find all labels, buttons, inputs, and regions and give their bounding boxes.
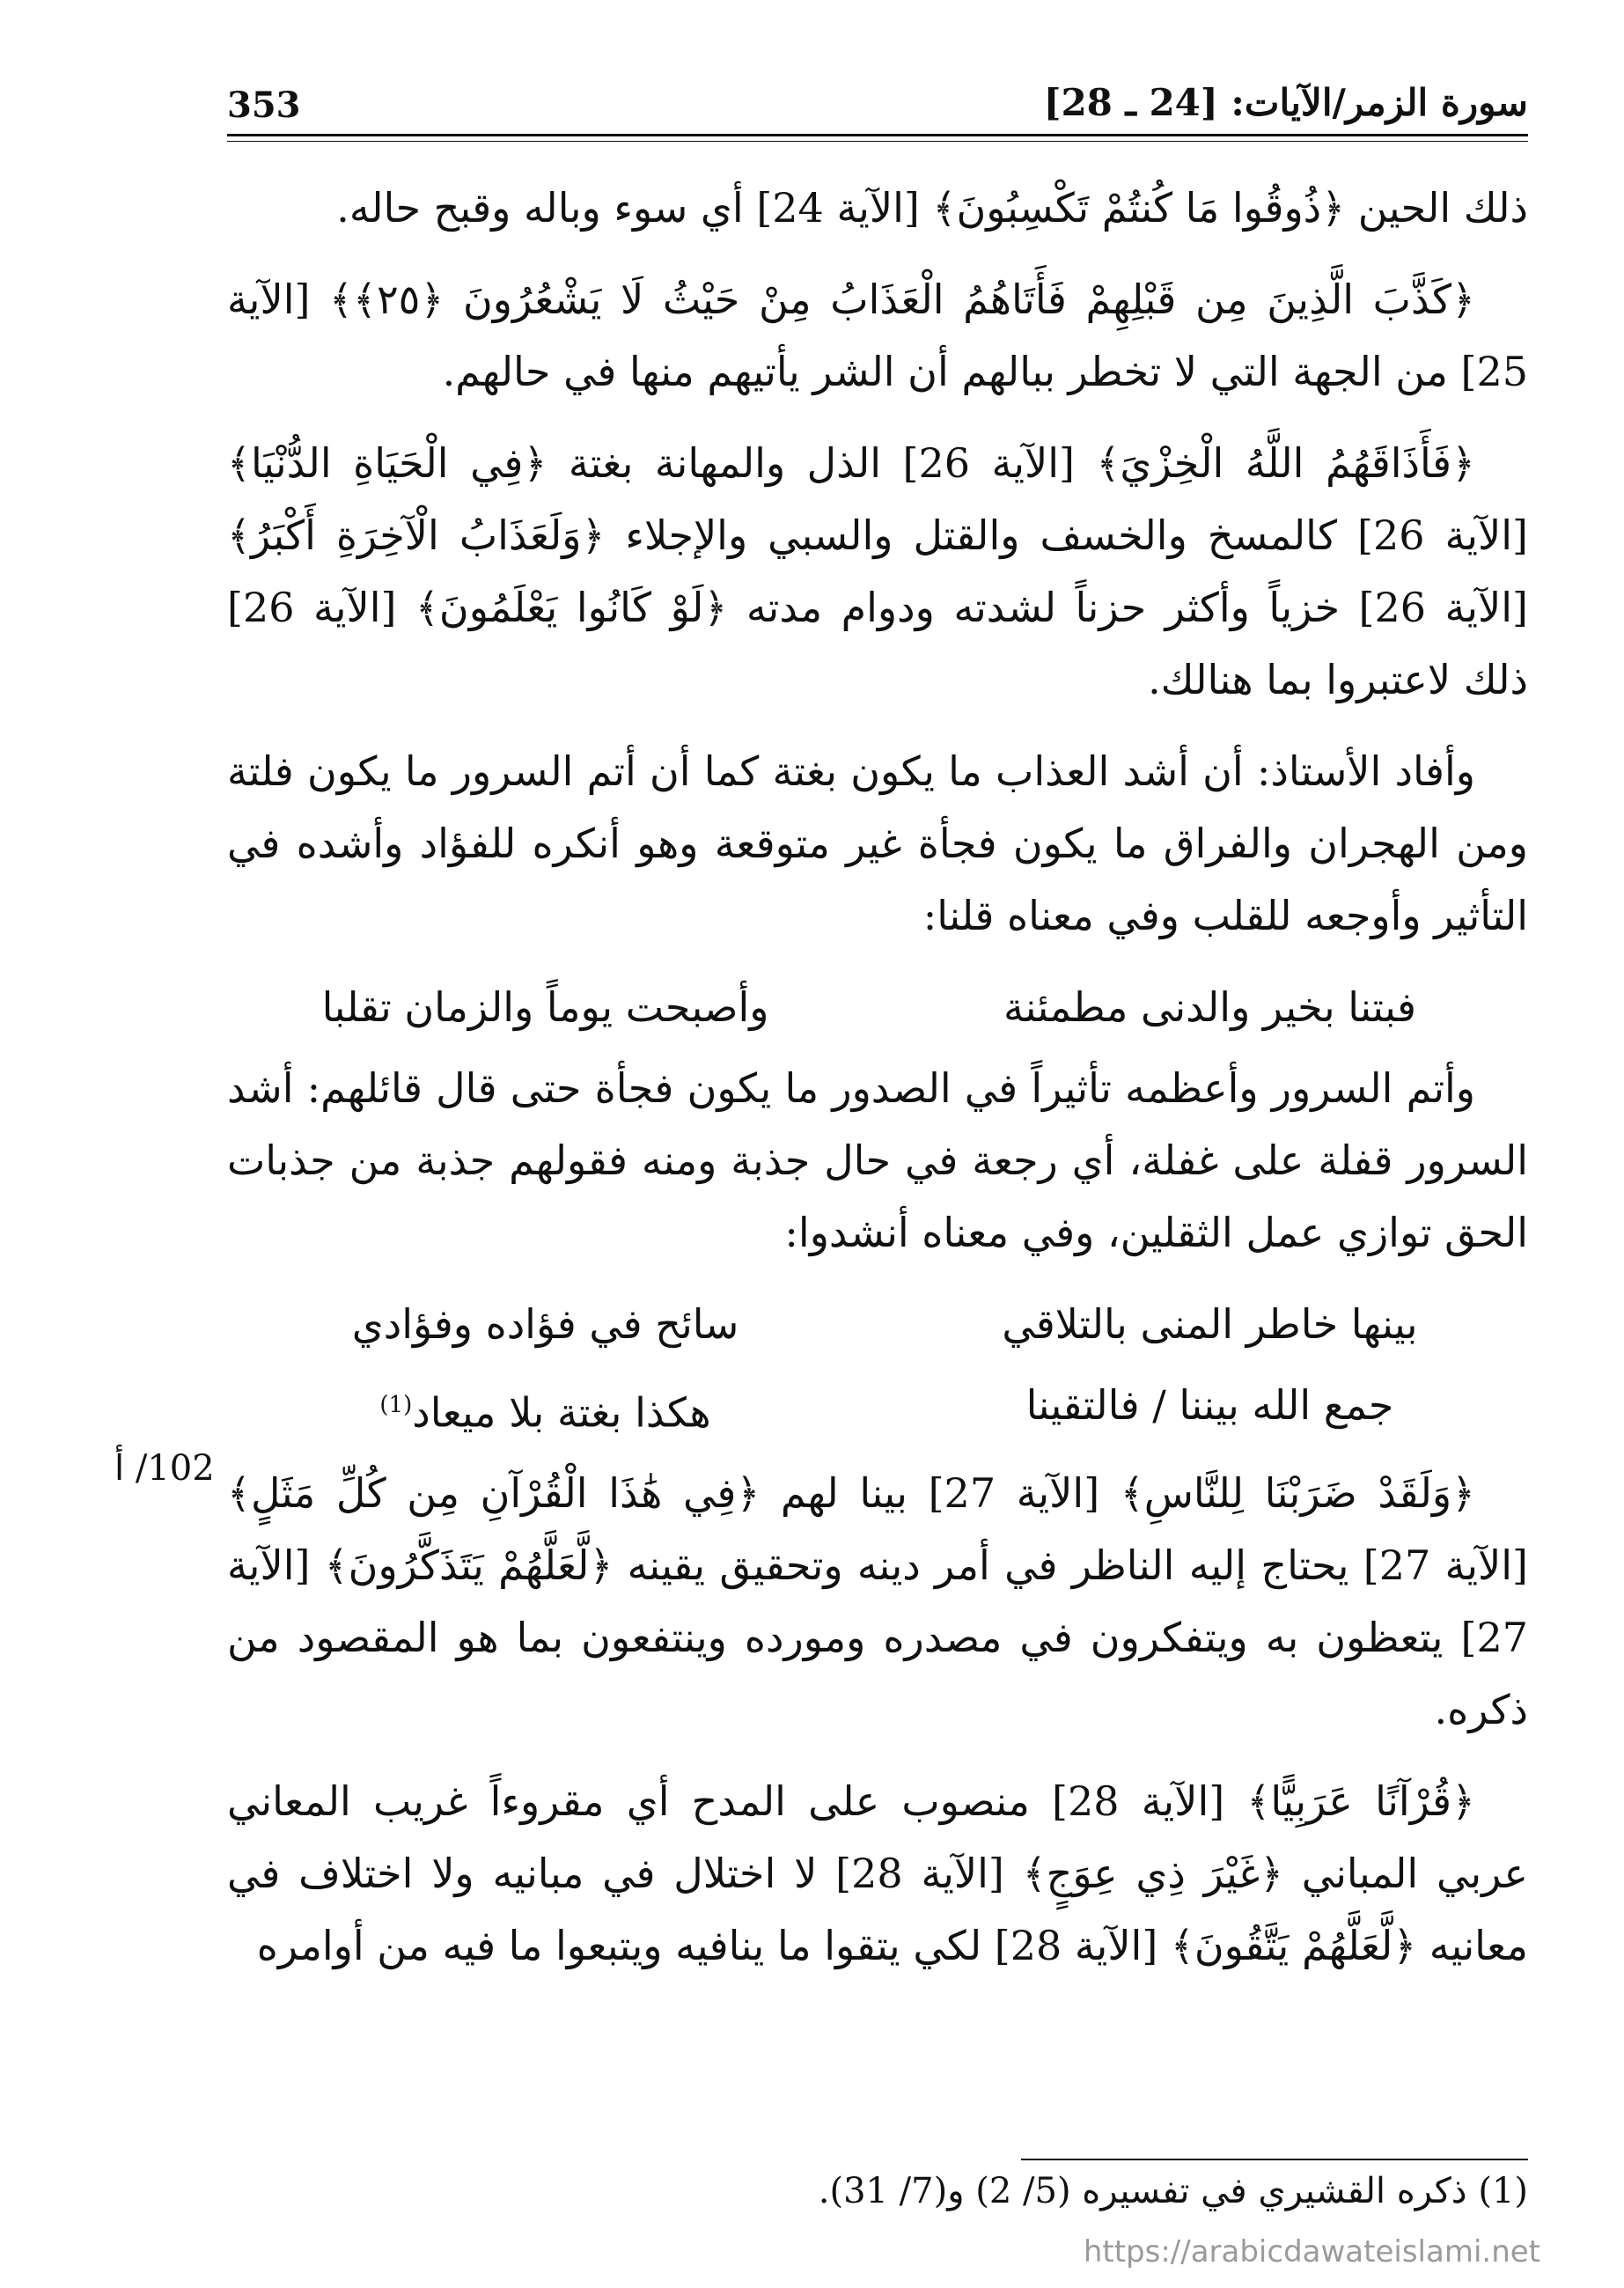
paragraph: وأتم السرور وأعظمه تأثيراً في الصدور ما يكون فجأة حتى قال قائلهم: أشد السرور قفلة على غفلة، أي رجعة في حال جذبة ومنه فقولهم جذبة من جذبات الحق توازي عمل الثقلين، وفي معناه أنشدوا: xyxy=(227,1064,1528,1256)
footnote-rule xyxy=(1021,2159,1528,2160)
paragraph: ﴿فَأَذَاقَهُمُ اللَّهُ الْخِزْيَ﴾ [الآية 26] الذل والمهانة بغتة ﴿فِي الْحَيَاةِ الدُّنْيَا﴾ [الآية 26] كالمسخ والخسف والقتل والسبي والإجلاء ﴿وَلَعَذَابُ الْآخِرَةِ أَكْبَرُ﴾ [الآية 26] خزياً وأكثر حزناً لشدته ودوام مدته ﴿لَوْ كَانُوا يَعْلَمُونَ﴾ [الآية 26] ذلك لاعتبروا بما هنالك. xyxy=(227,439,1528,703)
poem-hemistich-left: سائح في فؤاده وفؤادي xyxy=(351,1300,739,1348)
poem-hemistich-right: فبتنا بخير والدنى مطمئنة xyxy=(1003,983,1416,1031)
poem-hemistich-right: جمع الله بيننا / فالتقينا xyxy=(1025,1381,1394,1429)
header-title: سورة الزمر/الآيات: [24 ـ 28] xyxy=(1043,81,1528,124)
page-header xyxy=(227,81,1528,134)
manuscript-folio-note: 102/ أ xyxy=(114,1448,215,1489)
paragraph: ﴿وَلَقَدْ ضَرَبْنَا لِلنَّاسِ﴾ [الآية 27] بينا لهم ﴿فِي هَٰذَا الْقُرْآنِ مِن كُلِّ مَثَلٍ﴾ [الآية 27] يحتاج إليه الناظر في أمر دينه وتحقيق يقينه ﴿لَّعَلَّهُمْ يَتَذَكَّرُونَ﴾ [الآية 27] يتعظون به ويتفكرون في مصدره ومورده وينتفعون بما هو المقصود من ذكره. xyxy=(227,1469,1528,1734)
paragraph: ذلك الحين ﴿ذُوقُوا مَا كُنتُمْ تَكْسِبُونَ﴾ [الآية 24] أي سوء وباله وقبح حاله. xyxy=(336,184,1528,232)
poem-hemistich-text: هكذا بغتة بلا ميعاد xyxy=(412,1388,711,1437)
poem-verse xyxy=(262,971,1493,1043)
header-rule-thin xyxy=(227,141,1528,142)
poem-verse xyxy=(262,1369,1493,1448)
paragraph: ﴿كَذَّبَ الَّذِينَ مِن قَبْلِهِمْ فَأَتَاهُمُ الْعَذَابُ مِنْ حَيْثُ لَا يَشْعُرُونَ ﴿٢٥﴾﴾ [الآية 25] من الجهة التي لا تخطر ببالهم أن الشر يأتيهم منها في حالهم. xyxy=(227,276,1528,395)
header-rule xyxy=(227,134,1528,136)
watermark-url: https://arabicdawateislami.net xyxy=(1083,2234,1540,2270)
body-text xyxy=(227,172,1528,2001)
page-number: 353 xyxy=(227,85,301,126)
poem-hemistich-right: بينها خاطر المنى بالتلاقي xyxy=(1002,1300,1418,1348)
paragraph: ﴿قُرْآنًا عَرَبِيًّا﴾ [الآية 28] منصوب على المدح أي مقروءاً غريب المعاني عربي المباني ﴿غَيْرَ ذِي عِوَجٍ﴾ [الآية 28] لا اختلال في مبانيه ولا اختلاف في معانيه ﴿لَّعَلَّهُمْ يَتَّقُونَ﴾ [الآية 28] لكي يتقوا ما ينافيه ويتبعوا ما فيه من أوامره xyxy=(227,1777,1528,1970)
paragraph: وأفاد الأستاذ: أن أشد العذاب ما يكون بغتة كما أن أتم السرور ما يكون فلتة ومن الهجران والفراق ما يكون فجأة غير متوقعة وهو أنكره للفؤاد وأشده في التأثير وأوجعه للقلب وفي معناه قلنا: xyxy=(227,747,1528,939)
poem-hemistich-left: وأصبحت يوماً والزمان تقلبا xyxy=(321,983,769,1031)
footnote-marker: (1) xyxy=(379,1392,413,1418)
poem-hemistich-left xyxy=(262,1369,828,1448)
footnote: (1) ذكره القشيري في تفسيره (5/ 2) و(7/ 31). xyxy=(818,2171,1528,2211)
poem-verse xyxy=(262,1288,1493,1360)
